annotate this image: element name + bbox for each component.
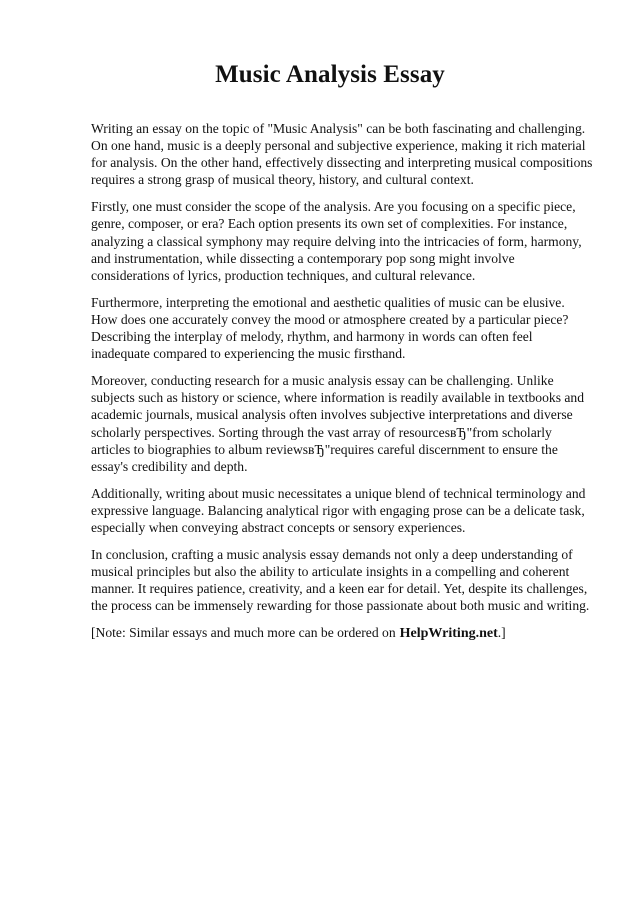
paragraph-intro: Writing an essay on the topic of "Music Analysis" can be both fascinating and challenging. On one hand, music is a deeply personal and subjective experience, making it rich material for analysis. On the other hand, effectively dissecting and interpreting musical compositions requires a strong grasp of musical theory, history, and cultural context. [91, 121, 593, 188]
paragraph-conclusion: In conclusion, crafting a music analysis essay demands not only a deep understanding of musical principles but also the ability to articulate insights in a compelling and coherent manner. It requires patience, creativity, and a keen ear for detail. Yet, despite its challenges, the process can be immensely rewarding for those passionate about both music and writing. [91, 547, 590, 614]
note-prefix: [Note: Similar essays and much more can be ordered on [91, 625, 396, 641]
note-suffix: .] [497, 625, 506, 641]
document-title: Music Analysis Essay [215, 61, 445, 88]
paragraph-language: Additionally, writing about music necessitates a unique blend of technical terminology and expressive language. Balancing analytical rigor with engaging prose can be a delicate task, especially when conveying abstract concepts or sensory experiences. [91, 485, 586, 535]
paragraph-scope: Firstly, one must consider the scope of the analysis. Are you focusing on a specific piece, genre, composer, or era? Each option presents its own set of complexities. For instance, analyzing a classical symphony may require delving into the intricacies of form, harmony, and instrumentation, while dissecting a contemporary pop song might involve considerations of lyrics, production techniques, and cultural relevance. [91, 199, 582, 283]
paragraph-research: Moreover, conducting research for a music analysis essay can be challenging. Unlike subjects such as history or science, where information is readily available in textbooks and academic journals, musical analysis often involves subjective interpretations and diverse scholarly perspectives. Sorting through the vast array of resourcesвЂ"from scholarly articles to biographies to album reviewsвЂ"requires careful discernment to ensure the essay's credibility and depth. [91, 373, 585, 474]
paragraph-emotional-qualities: Furthermore, interpreting the emotional and aesthetic qualities of music can be elusive. How does one accurately convey the mood or atmosphere created by a particular piece? Describing the interplay of melody, rhythm, and harmony in words can often feel inadequate compared to experiencing the music firsthand. [91, 294, 569, 362]
note-brand-link[interactable]: HelpWriting.net [399, 626, 498, 642]
ordering-note [91, 624, 594, 642]
